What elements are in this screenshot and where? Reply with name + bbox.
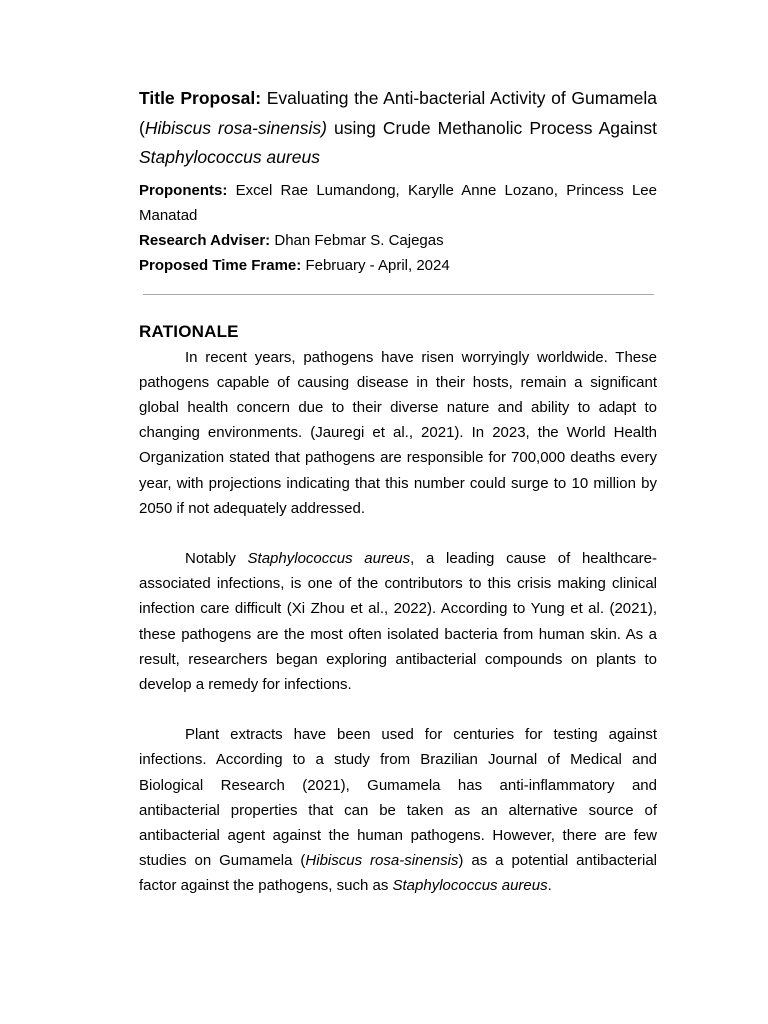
title-text-2: using Crude Methanolic Process Against [326,117,658,138]
proponents-line [139,178,657,228]
timeframe-value: February - April, 2024 [301,256,450,274]
timeframe-label: Proposed Time Frame: [139,256,302,274]
p3-end: . [547,877,552,895]
p3-mid: ) as a potential antibacterial factor against the pathogens, such as [139,852,657,895]
title-bacteria: Staphylococcus aureus [139,147,320,167]
p2-start: Notably [185,549,248,567]
p2-species: Staphylococcus aureus [247,549,411,567]
proposal-title [139,84,657,173]
timeframe-line [139,253,657,278]
p3-species: Hibiscus rosa-sinensis [305,852,459,870]
p3-start: Plant extracts have been used for centuries for testing against infections. According to a study from Brazilian Journal of Medical and Biological Research (2021), Gumamela has anti-inflammatory and antibacterial properties that can be taken as an alternative source of antibacterial agent against the human pathogens. However, there are few studies on Gumamela ( [139,726,657,870]
p2-rest: , a leading cause of healthcare-associated infections, is one of the contributors to this crisis making clinical infection care difficult (Xi Zhou et al., 2022). According to Yung et al. (2021), these pathogens are the most often isolated bacteria from human skin. As a result, researchers began exploring antibacterial compounds on plants to develop a remedy for infections. [139,549,658,693]
p3-bacteria: Staphylococcus aureus [392,877,548,895]
adviser-label: Research Adviser: [139,231,271,249]
proponents-label: Proponents: [139,181,228,199]
rationale-paragraph-2 [139,546,657,697]
proponents-value: Excel Rae Lumandong, Karylle Anne Lozano, Princess Lee Manatad [139,181,657,224]
title-label: Title Proposal: [139,88,262,108]
adviser-line [139,228,657,253]
adviser-value: Dhan Febmar S. Cajegas [270,231,444,249]
title-text-1: Evaluating the Anti-bacterial Activity of Gumamela ( [139,88,657,138]
rationale-paragraph-1: In recent years, pathogens have risen worryingly worldwide. These pathogens capable of causing disease in their hosts, remain a significant global health concern due to their diverse nature and ability to adapt to changing environments. (Jauregi et al., 2021). In 2023, the World Health Organization stated that pathogens are responsible for 700,000 deaths every year, with projections indicating that this number could surge to 10 million by 2050 if not adequately addressed. [139,348,657,517]
rationale-heading: RATIONALE [139,321,239,341]
document-page [139,84,657,924]
rationale-paragraph-3 [139,722,657,898]
section-divider [143,294,654,295]
title-species: Hibiscus rosa-sinensis) [144,117,327,138]
